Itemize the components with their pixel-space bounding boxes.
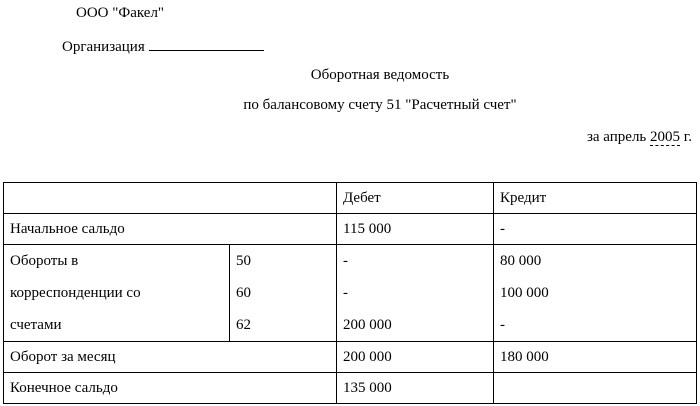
- debit-header: Дебет: [337, 183, 494, 214]
- turnover-label: [4, 245, 230, 342]
- organization-blank-line: [149, 36, 264, 51]
- account-number: 50: [236, 253, 251, 269]
- debit-value: 200 000: [343, 317, 392, 333]
- account-number: 60: [236, 285, 251, 301]
- closing-balance-label: Конечное сальдо: [4, 373, 337, 404]
- monthly-turnover-credit: 180 000: [494, 342, 697, 373]
- debit-value: -: [343, 285, 348, 301]
- account-number: 62: [236, 317, 251, 333]
- credit-value: 100 000: [500, 285, 549, 301]
- opening-balance-label: Начальное сальдо: [4, 214, 337, 245]
- turnover-label-line: счетами: [10, 317, 62, 333]
- monthly-turnover-label: Оборот за месяц: [4, 342, 337, 373]
- credit-value: -: [500, 317, 505, 333]
- closing-balance-credit: [494, 373, 697, 404]
- period-year: 2005: [650, 129, 681, 145]
- organization-label: Организация: [62, 39, 145, 55]
- turnover-label-line: Обороты в: [10, 253, 79, 269]
- opening-balance-row: [4, 214, 697, 245]
- table-header-row: [4, 183, 697, 214]
- period-prefix: за апрель: [586, 129, 647, 145]
- turnover-debit: [337, 245, 494, 342]
- turnover-accounts: [230, 245, 337, 342]
- credit-header: Кредит: [494, 183, 697, 214]
- turnover-sheet-table: [3, 182, 697, 404]
- company-name: ООО "Факел": [76, 5, 165, 21]
- monthly-turnover-row: [4, 342, 697, 373]
- closing-balance-debit: 135 000: [337, 373, 494, 404]
- closing-balance-row: [4, 373, 697, 404]
- turnover-credit: [494, 245, 697, 342]
- monthly-turnover-debit: 200 000: [337, 342, 494, 373]
- opening-balance-debit: 115 000: [337, 214, 494, 245]
- period-suffix: г.: [683, 129, 692, 145]
- credit-value: 80 000: [500, 253, 542, 269]
- document-subtitle: по балансовому счету 51 "Расчетный счет": [243, 97, 517, 113]
- header-empty-cell: [4, 183, 337, 214]
- turnover-label-line: корреспонденции со: [10, 285, 141, 301]
- opening-balance-credit: -: [494, 214, 697, 245]
- organization-field: [62, 36, 264, 56]
- turnover-row: [4, 245, 697, 342]
- period: [587, 128, 692, 146]
- debit-value: -: [343, 253, 348, 269]
- document-title: Оборотная ведомость: [310, 67, 450, 83]
